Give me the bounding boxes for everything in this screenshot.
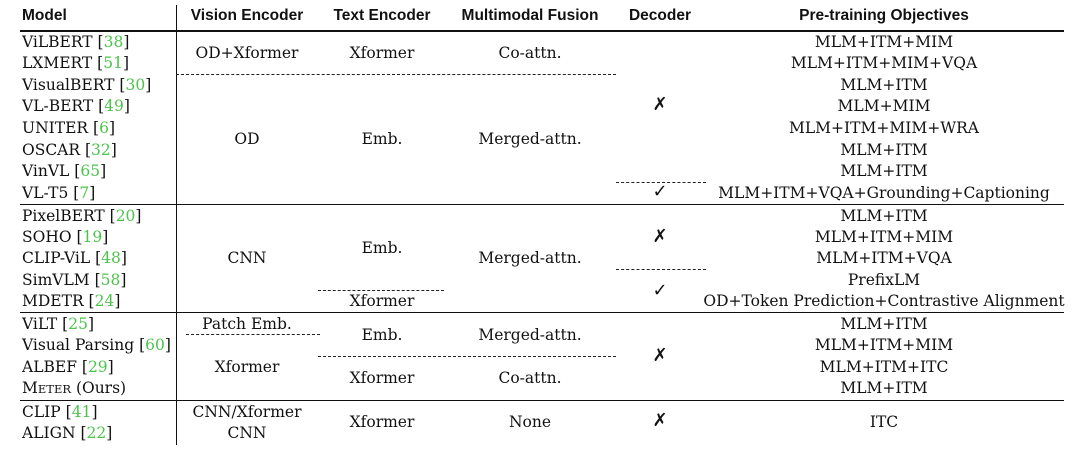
decoder-check-mark: ✓ — [652, 280, 668, 301]
vision-encoder-cell: Xformer — [214, 358, 280, 376]
dashed-separator-visualparsing — [318, 356, 616, 357]
objective-cell: PrefixLM — [847, 271, 921, 289]
model-name: SOHO [19] — [22, 228, 109, 246]
model-label: ViLBERT — [22, 33, 93, 51]
citation: 38 — [103, 33, 124, 51]
text-encoder-cell: Emb. — [361, 130, 403, 148]
objective-cell: MLM+ITM — [840, 76, 928, 94]
model-name: VL-BERT [49] — [22, 97, 130, 115]
decoder-cross-mark: ✗ — [652, 410, 668, 431]
header-model: Model — [22, 7, 67, 24]
header-multimodal-fusion: Multimodal Fusion — [461, 7, 599, 24]
meter-initial: M — [22, 379, 38, 397]
decoder-check-mark: ✓ — [652, 181, 668, 202]
citation: 25 — [68, 315, 88, 333]
fusion-cell: None — [508, 413, 552, 431]
objective-cell: MLM+ITM — [840, 207, 928, 225]
fusion-cell: Merged-attn. — [478, 326, 582, 344]
vision-encoder-cell: OD — [234, 130, 260, 148]
citation: 51 — [103, 54, 123, 72]
text-encoder-cell: Xformer — [349, 44, 415, 62]
text-encoder-cell: Xformer — [349, 413, 415, 431]
citation: 58 — [100, 271, 121, 289]
vision-encoder-cell: Patch Emb. — [202, 315, 292, 333]
objective-cell: MLM+ITM+MIM — [814, 228, 954, 246]
objective-cell: MLM+ITM+MIM — [814, 33, 954, 51]
dashed-separator-simvlm — [616, 269, 706, 270]
objective-cell: MLM+ITM+MIM — [814, 336, 954, 354]
objective-cell: MLM+ITM — [840, 162, 928, 180]
model-name: CLIP-ViL [48] — [22, 249, 127, 267]
model-name: VL-T5 [7] — [22, 184, 96, 202]
model-label: CLIP-ViL — [22, 249, 91, 267]
citation: 30 — [125, 76, 146, 94]
fusion-cell: Merged-attn. — [478, 130, 582, 148]
model-name: Visual Parsing [60] — [22, 336, 171, 354]
model-label: ViLT — [22, 315, 58, 333]
model-name: MDETR [24] — [22, 292, 121, 310]
model-name: ALBEF [29] — [22, 358, 114, 376]
objective-cell: MLM+ITM — [840, 141, 928, 159]
citation: 49 — [104, 97, 124, 115]
model-name: PixelBERT [20] — [22, 207, 142, 225]
model-name: ViLT [25] — [22, 315, 95, 333]
model-label: CLIP — [22, 403, 61, 421]
objective-cell: MLM+ITM+VQA — [816, 249, 952, 267]
model-label: VisualBERT — [22, 76, 115, 94]
model-label: UNITER — [22, 119, 89, 137]
objective-cell: MLM+ITM — [840, 315, 928, 333]
model-name: SimVLM [58] — [22, 271, 127, 289]
vision-encoder-cell: OD+Xformer — [195, 44, 299, 62]
model-label: VL-BERT — [22, 97, 94, 115]
header-text-encoder: Text Encoder — [333, 7, 431, 24]
citation: 19 — [82, 228, 103, 246]
vision-encoder-cell: CNN — [227, 424, 267, 442]
vision-encoder-cell: CNN/Xformer — [192, 403, 302, 421]
text-encoder-cell: Emb. — [361, 239, 403, 257]
fusion-cell: Co-attn. — [498, 44, 562, 62]
model-name: LXMERT [51] — [22, 54, 130, 72]
objective-cell: MLM+ITM+ITC — [819, 358, 949, 376]
model-label: SOHO — [22, 228, 72, 246]
decoder-cross-mark: ✗ — [652, 226, 668, 247]
objective-cell: MLM+MIM — [837, 97, 931, 115]
model-name: ALIGN [22] — [22, 424, 113, 442]
fusion-cell: Merged-attn. — [478, 249, 582, 267]
model-label: Visual Parsing — [22, 336, 135, 354]
model-label: LXMERT — [22, 54, 93, 72]
citation: 41 — [71, 403, 92, 421]
model-name: ViLBERT [38] — [22, 33, 130, 51]
decoder-cross-mark: ✗ — [652, 94, 668, 115]
header-vision-encoder: Vision Encoder — [190, 7, 304, 24]
model-name: VinVL [65] — [22, 162, 107, 180]
model-name: UNITER [6] — [22, 119, 115, 137]
objective-cell: MLM+ITM+MIM+WRA — [789, 119, 979, 137]
objective-cell: MLM+ITM+VQA+Grounding+Captioning — [718, 184, 1050, 202]
meter-rest: ETER — [37, 382, 71, 396]
model-label: ALIGN — [22, 424, 76, 442]
model-label: VL-T5 — [22, 184, 69, 202]
citation: 6 — [99, 119, 109, 137]
model-name-meter — [22, 377, 126, 400]
model-label: PixelBERT — [22, 207, 105, 225]
citation: 7 — [79, 184, 90, 202]
citation: 65 — [80, 162, 101, 180]
citation: 32 — [91, 141, 111, 159]
model-label: VinVL — [22, 162, 70, 180]
fusion-cell: Co-attn. — [498, 369, 562, 387]
model-label: ALBEF — [22, 358, 77, 376]
decoder-cross-mark: ✗ — [652, 345, 668, 366]
model-label: MDETR — [22, 292, 84, 310]
vision-encoder-cell: CNN — [227, 249, 267, 267]
model-label: OSCAR — [22, 141, 81, 159]
citation: 20 — [115, 207, 136, 225]
citation: 48 — [101, 249, 121, 267]
objective-cell: MLM+ITM — [840, 379, 928, 397]
header-pretraining-objectives: Pre-training Objectives — [799, 7, 969, 24]
text-encoder-cell: Xformer — [349, 292, 415, 310]
meter-suffix: (Ours) — [75, 379, 127, 397]
citation: 60 — [145, 336, 165, 354]
citation: 29 — [87, 358, 108, 376]
model-column-divider — [176, 5, 177, 445]
model-label: SimVLM — [22, 271, 90, 289]
model-name: VisualBERT [30] — [22, 76, 152, 94]
text-encoder-cell: Emb. — [361, 326, 403, 344]
objective-cell: ITC — [869, 413, 899, 431]
objective-cell: OD+Token Prediction+Contrastive Alignment — [703, 292, 1065, 310]
group-divider-3 — [20, 400, 1064, 401]
text-encoder-cell: Xformer — [349, 369, 415, 387]
objective-cell: MLM+ITM+MIM+VQA — [790, 54, 978, 72]
citation: 22 — [86, 424, 107, 442]
dashed-separator-g1 — [176, 74, 616, 75]
model-name: OSCAR [32] — [22, 141, 117, 159]
header-decoder: Decoder — [628, 7, 692, 24]
citation: 24 — [94, 292, 115, 310]
model-name: CLIP [41] — [22, 403, 98, 421]
